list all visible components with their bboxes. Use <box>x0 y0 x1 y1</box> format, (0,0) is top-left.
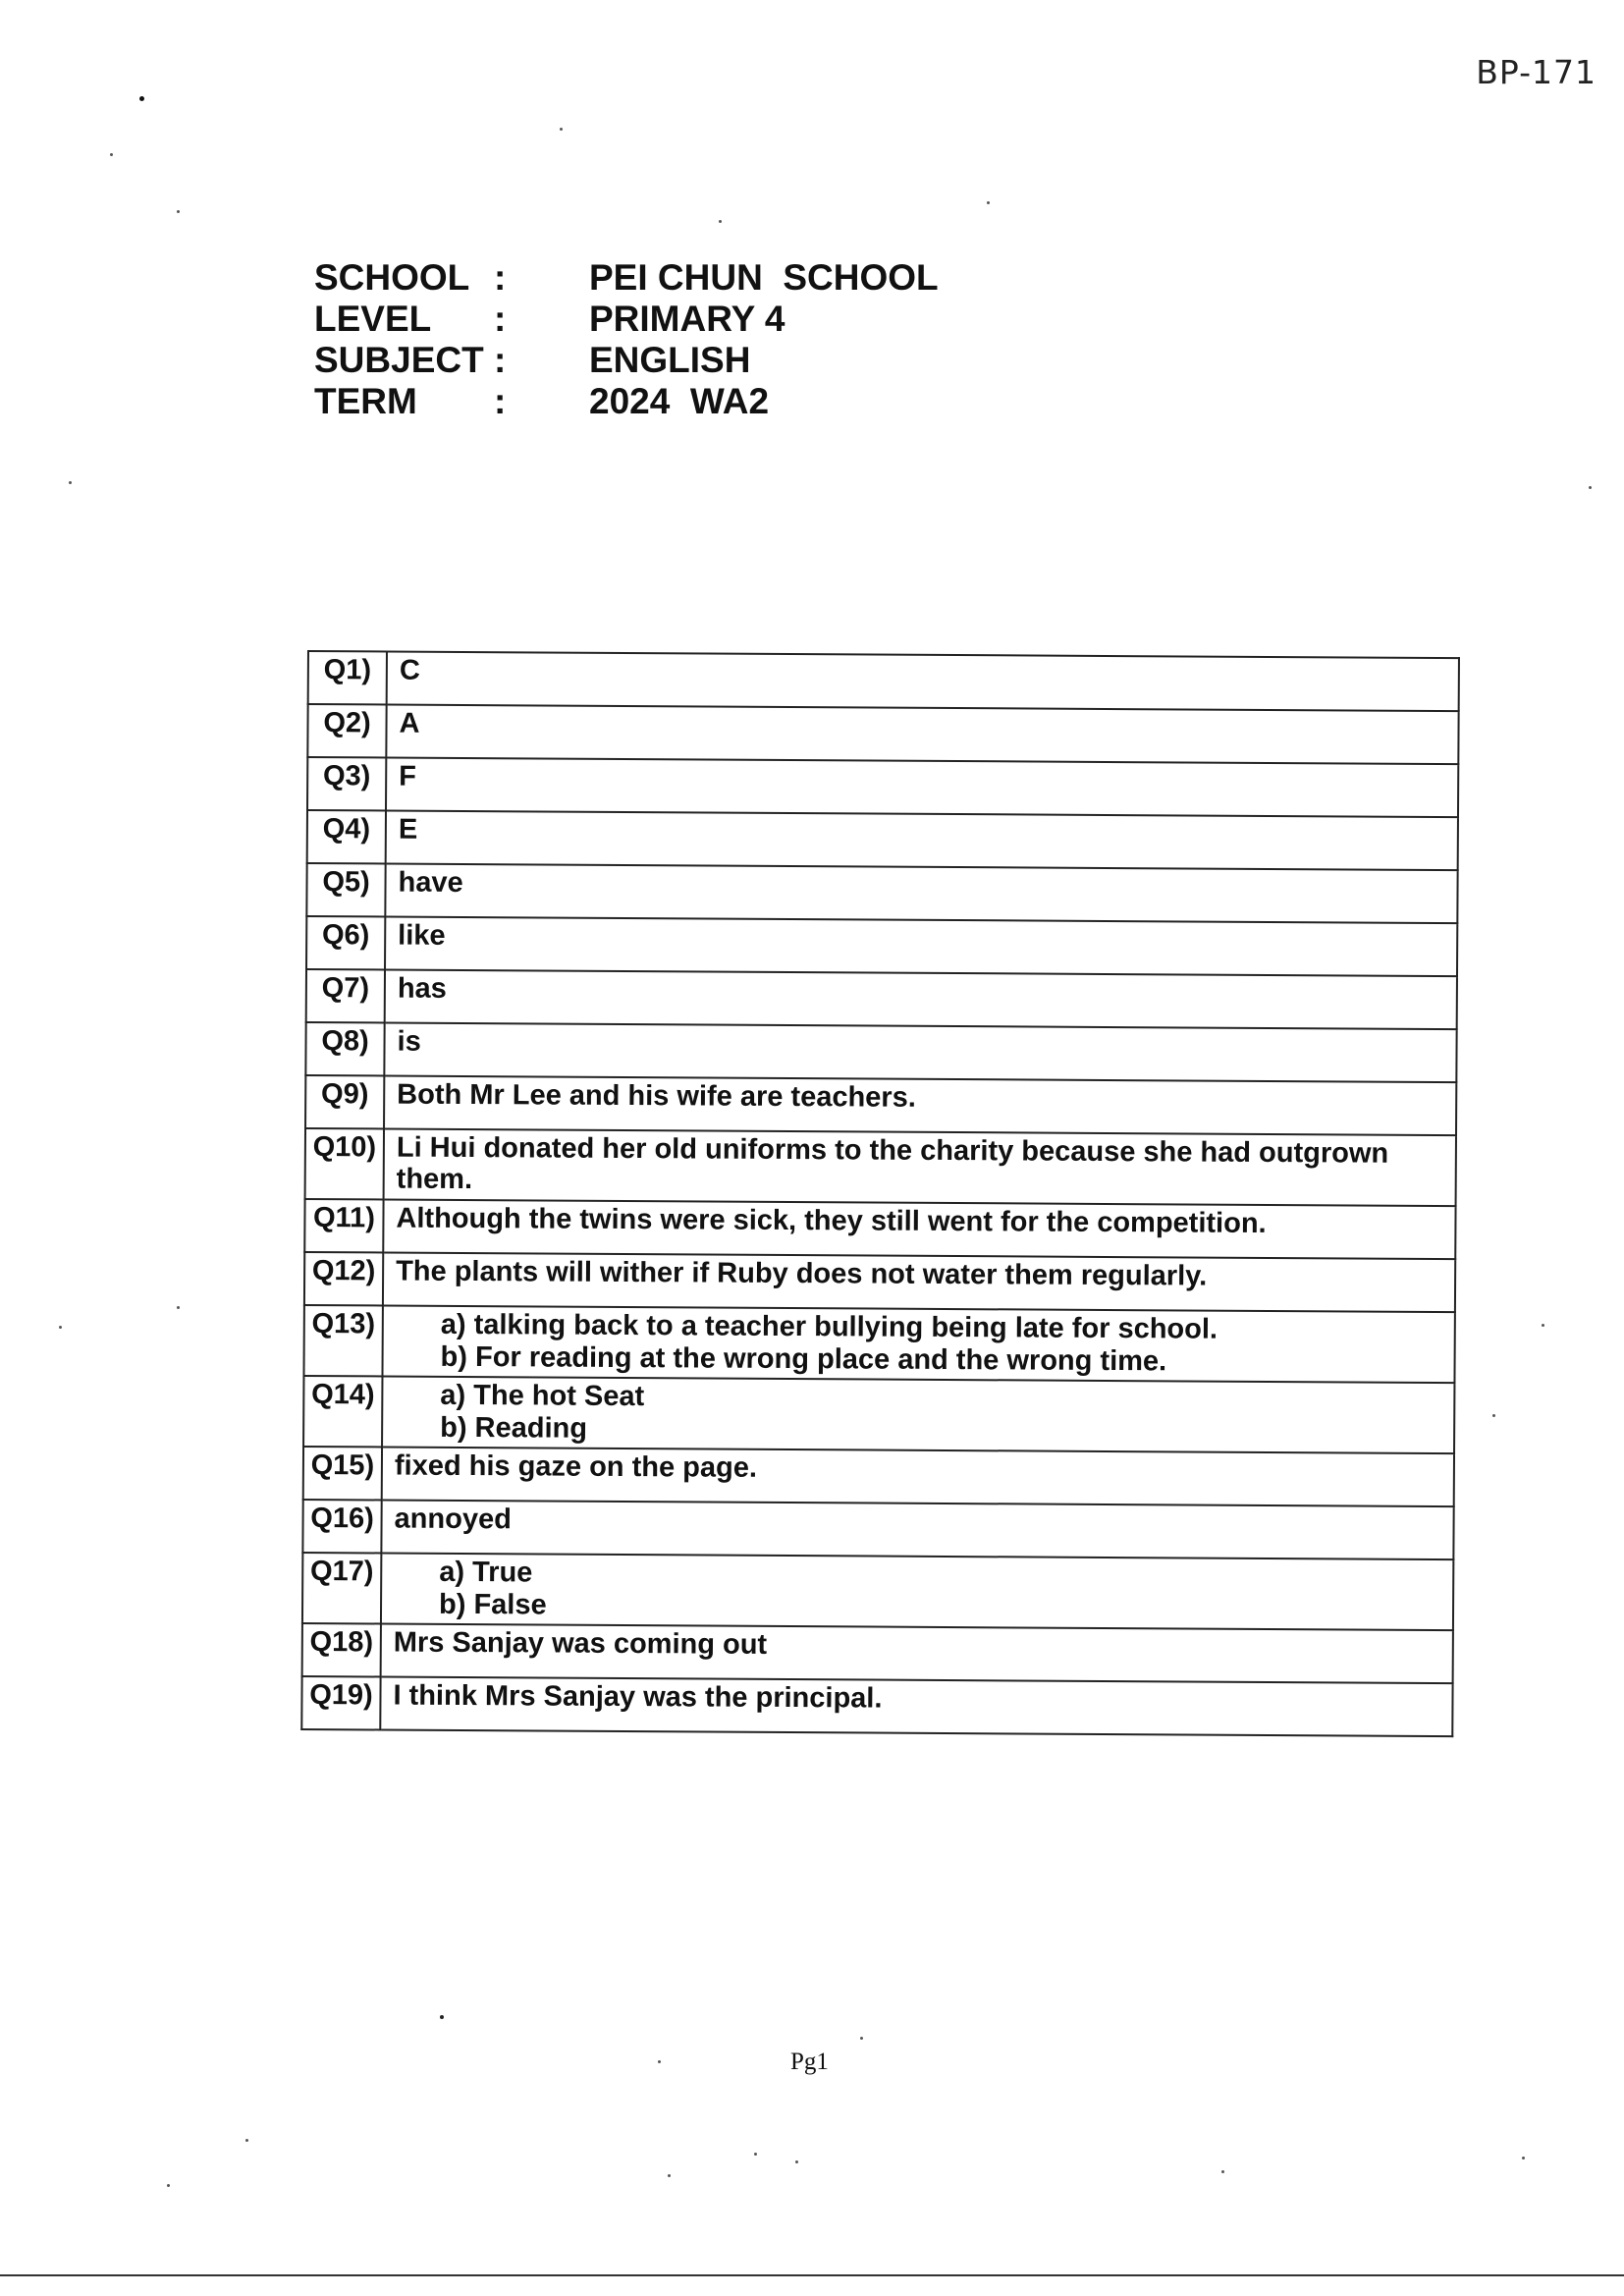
question-number: Q12) <box>304 1252 383 1305</box>
table-row <box>304 1199 1455 1259</box>
scan-speck <box>754 2153 757 2156</box>
header-row-term <box>314 381 939 422</box>
question-number: Q10) <box>305 1128 384 1199</box>
table-row <box>308 651 1459 711</box>
sub-answer: b) False <box>438 1588 547 1621</box>
header-row-level <box>314 299 939 340</box>
answer-cell: E <box>386 810 1458 870</box>
scan-speck <box>1589 486 1592 489</box>
scan-speck <box>560 128 563 131</box>
table-row <box>305 1128 1456 1206</box>
scan-speck <box>440 2015 444 2019</box>
header-label: SUBJECT <box>314 340 484 380</box>
sub-answer: a) talking back to a teacher bullying being late for school. <box>440 1308 1218 1345</box>
scan-speck <box>795 2160 798 2163</box>
question-number: Q2) <box>307 704 386 757</box>
scan-speck <box>1522 2157 1525 2159</box>
answer-cell: A <box>386 704 1458 764</box>
header-value: PEI CHUN SCHOOL <box>589 257 939 298</box>
header-row-subject <box>314 340 939 381</box>
question-number: Q16) <box>302 1500 381 1553</box>
header-colon: : <box>494 381 507 421</box>
page-code: BP-171 <box>1476 53 1597 91</box>
answer-cell: Both Mr Lee and his wife are teachers. <box>384 1075 1456 1135</box>
scan-speck <box>110 153 113 156</box>
answer-cell: Mrs Sanjay was coming out <box>381 1623 1453 1683</box>
table-row <box>307 810 1458 870</box>
scan-speck <box>167 2184 170 2187</box>
table-row <box>303 1447 1454 1506</box>
question-number: Q19) <box>301 1676 380 1729</box>
scan-speck <box>658 2060 661 2063</box>
header-value: PRIMARY 4 <box>589 299 785 339</box>
table-row <box>306 916 1457 976</box>
scan-speck <box>1542 1324 1544 1327</box>
answer-table <box>300 650 1460 1737</box>
sub-answer-list <box>395 1380 1441 1451</box>
answer-cell <box>381 1553 1453 1630</box>
table-row <box>301 1676 1452 1736</box>
scan-speck <box>59 1326 62 1329</box>
sub-answer: b) Reading <box>440 1411 588 1445</box>
table-row <box>307 757 1458 817</box>
question-number: Q11) <box>304 1199 383 1252</box>
header-colon: : <box>494 340 507 380</box>
answer-cell: F <box>386 757 1458 817</box>
question-number: Q5) <box>306 863 385 916</box>
answer-cell: Li Hui donated her old uniforms to the charity because she had outgrown them. <box>384 1128 1456 1206</box>
header-colon: : <box>494 299 507 339</box>
table-row <box>304 1252 1455 1312</box>
answer-cell <box>382 1376 1454 1453</box>
scan-speck <box>668 2174 671 2177</box>
answer-cell: C <box>387 651 1459 711</box>
answer-cell <box>382 1305 1454 1383</box>
header-colon: : <box>494 257 507 298</box>
table-row <box>306 969 1457 1029</box>
header-label: LEVEL <box>314 299 432 339</box>
scan-speck <box>69 481 72 484</box>
question-number: Q14) <box>303 1376 382 1447</box>
sub-answer: a) True <box>439 1556 533 1589</box>
sub-answer: b) For reading at the wrong place and the wrong time. <box>440 1340 1167 1378</box>
scan-speck <box>719 220 722 223</box>
question-number: Q7) <box>306 969 385 1022</box>
table-row <box>303 1376 1454 1453</box>
table-row <box>307 704 1458 764</box>
answer-cell: Although the twins were sick, they still went for the competition. <box>383 1199 1455 1259</box>
question-number: Q3) <box>307 757 386 810</box>
scan-speck <box>139 96 144 101</box>
answer-cell: has <box>385 969 1457 1029</box>
answer-cell: annoyed <box>381 1500 1453 1559</box>
scan-speck <box>1492 1414 1495 1417</box>
table-row <box>302 1553 1453 1630</box>
table-row <box>305 1075 1456 1135</box>
answer-cell: is <box>384 1022 1456 1082</box>
sub-answer-list <box>396 1309 1442 1381</box>
answer-cell: like <box>385 916 1457 976</box>
answer-cell: The plants will wither if Ruby does not water them regularly. <box>383 1252 1455 1312</box>
sub-answer: a) The hot Seat <box>440 1379 645 1413</box>
scan-speck <box>1221 2170 1224 2173</box>
question-number: Q6) <box>306 916 385 969</box>
header-label: SCHOOL <box>314 257 470 298</box>
table-row <box>302 1500 1453 1559</box>
table-row <box>305 1022 1456 1082</box>
question-number: Q13) <box>303 1305 382 1376</box>
table-row <box>302 1623 1453 1683</box>
header-row-school <box>314 257 939 299</box>
bottom-rule <box>0 2274 1624 2276</box>
answer-cell: I think Mrs Sanjay was the principal. <box>380 1676 1452 1736</box>
table-row <box>303 1305 1454 1383</box>
scan-speck <box>245 2139 248 2142</box>
question-number: Q4) <box>307 810 386 863</box>
scan-speck <box>177 210 180 213</box>
question-number: Q18) <box>302 1623 381 1676</box>
scan-speck <box>860 2037 863 2040</box>
sub-answer-list <box>394 1557 1440 1628</box>
question-number: Q8) <box>305 1022 384 1075</box>
exam-header <box>314 257 939 422</box>
table-row <box>306 863 1457 923</box>
question-number: Q15) <box>303 1447 382 1500</box>
scan-speck <box>177 1306 180 1309</box>
header-value: ENGLISH <box>589 340 751 380</box>
question-number: Q17) <box>302 1553 381 1623</box>
question-number: Q9) <box>305 1075 384 1128</box>
scan-speck <box>987 201 990 204</box>
header-value: 2024 WA2 <box>589 381 770 421</box>
page-number: Pg1 <box>790 2049 829 2075</box>
answer-cell: have <box>385 863 1457 923</box>
header-label: TERM <box>314 381 417 421</box>
answer-cell: fixed his gaze on the page. <box>382 1447 1454 1506</box>
question-number: Q1) <box>308 651 387 704</box>
